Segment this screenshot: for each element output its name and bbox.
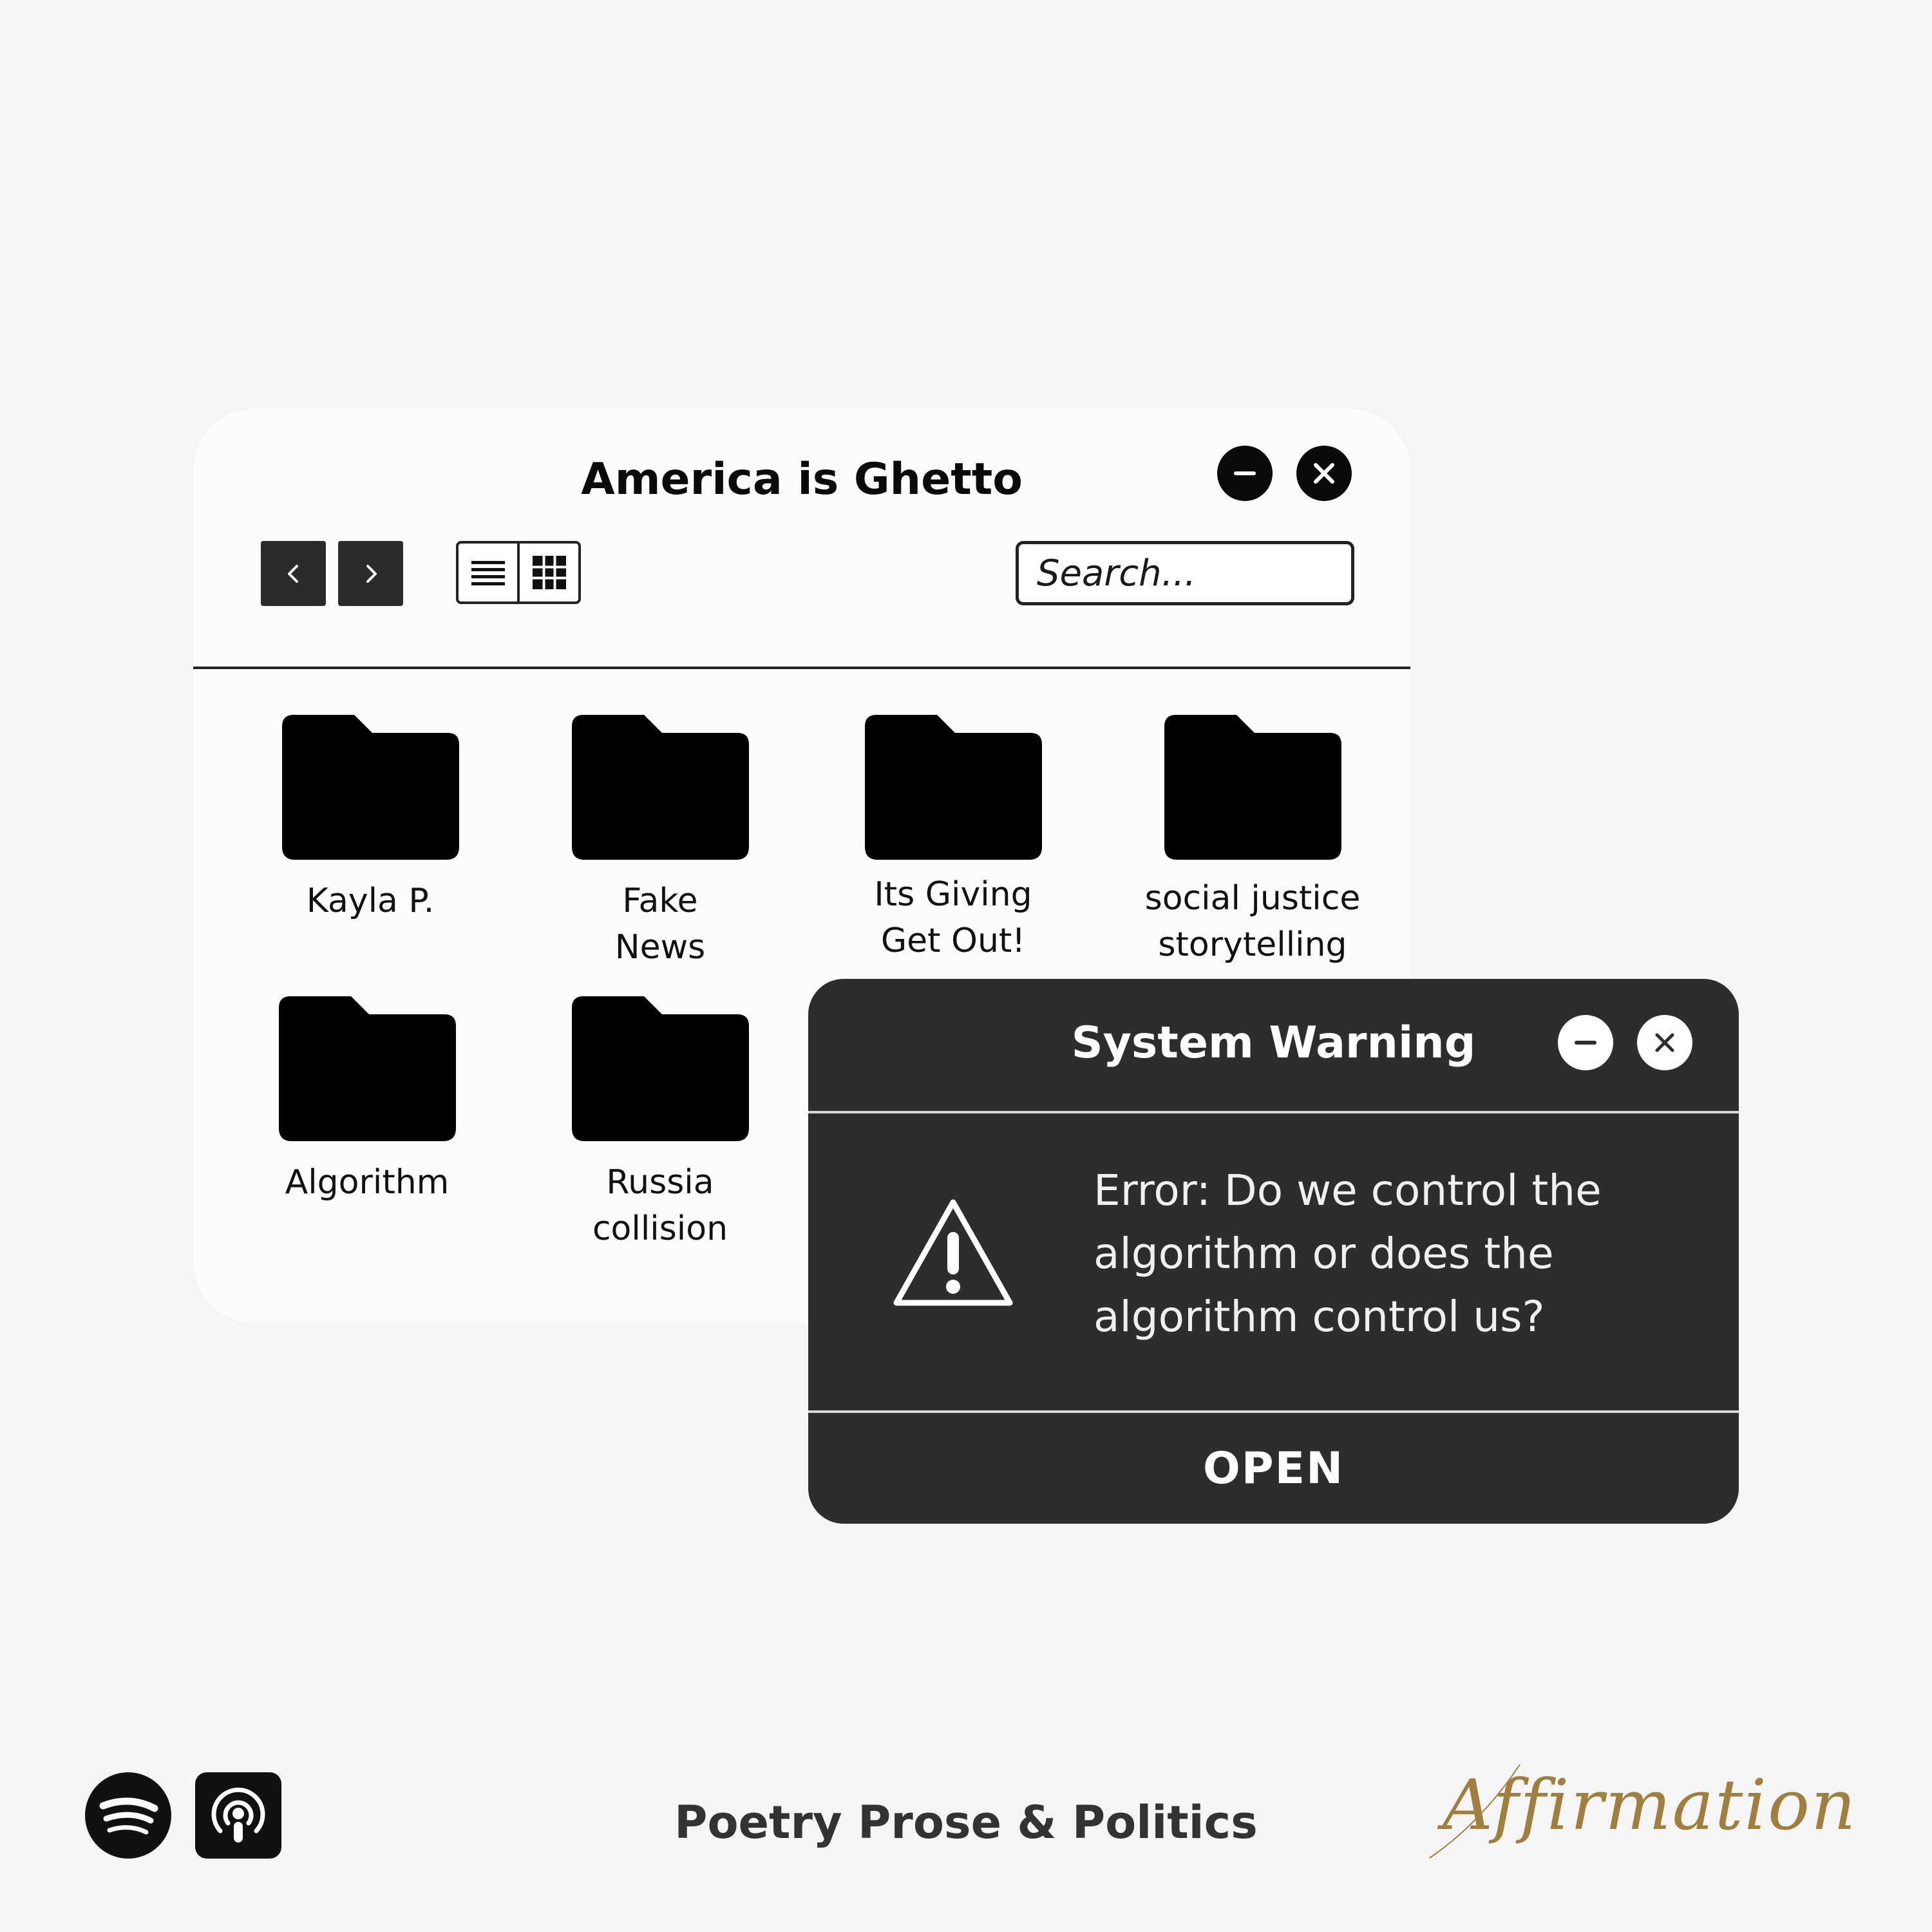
chevron-left-icon	[281, 561, 307, 587]
dialog-minimize-button[interactable]	[1558, 1015, 1613, 1070]
dialog-close-button[interactable]	[1637, 1015, 1692, 1070]
back-button[interactable]	[261, 541, 326, 606]
list-view-button[interactable]	[459, 544, 517, 601]
close-button[interactable]	[1296, 446, 1352, 501]
warning-icon	[889, 1195, 1018, 1311]
window-title: America is Ghetto	[581, 454, 1023, 505]
podcast-icon	[206, 1783, 270, 1848]
grid-view-icon	[529, 552, 570, 593]
folder-icon	[282, 715, 459, 860]
folder-icon	[279, 996, 456, 1141]
folder-icon	[865, 715, 1042, 860]
dialog-message: Error: Do we control the algorithm or does the algorithm control us?	[1094, 1166, 1602, 1341]
folder-item[interactable]	[1130, 715, 1375, 968]
minimize-button[interactable]	[1217, 446, 1273, 501]
dialog-title: System Warning	[1071, 1018, 1476, 1068]
folder-label: Kayla P.	[306, 882, 435, 920]
list-view-icon	[468, 552, 509, 593]
close-icon	[1649, 1027, 1681, 1059]
folder-label: Its Giving Get Out!	[874, 875, 1032, 960]
chevron-right-icon	[358, 561, 384, 587]
system-warning-dialog	[808, 979, 1739, 1524]
toolbar-divider	[193, 667, 1410, 669]
folder-icon	[572, 996, 749, 1141]
folder-icon	[572, 715, 749, 860]
search-input[interactable]	[1016, 541, 1354, 605]
folder-label: Russia collision	[592, 1163, 728, 1248]
open-button[interactable]: OPEN	[1202, 1443, 1344, 1494]
dialog-divider	[808, 1111, 1739, 1113]
folder-label: social justice storytelling	[1144, 879, 1361, 964]
folder-item[interactable]	[544, 715, 776, 971]
folder-icon	[1164, 715, 1341, 860]
minus-icon	[1229, 457, 1261, 489]
folder-label: Algorithm	[285, 1163, 450, 1202]
podcast-button[interactable]	[195, 1772, 281, 1859]
view-toggle	[456, 541, 581, 604]
spotify-icon[interactable]	[85, 1772, 171, 1859]
forward-button[interactable]	[338, 541, 403, 606]
folder-item[interactable]	[544, 996, 776, 1252]
folder-item[interactable]	[251, 996, 483, 1206]
folder-item[interactable]	[837, 715, 1069, 964]
folder-item[interactable]	[254, 715, 486, 924]
brand-text: Poetry Prose & Politics	[674, 1796, 1258, 1849]
folder-label: Fake News	[614, 882, 706, 967]
close-icon	[1308, 457, 1340, 489]
minus-icon	[1569, 1027, 1602, 1059]
signature-logo	[1423, 1739, 1857, 1868]
grid-view-button[interactable]	[517, 544, 578, 601]
svg-text:Affirmation: Affirmation	[1443, 1765, 1857, 1846]
